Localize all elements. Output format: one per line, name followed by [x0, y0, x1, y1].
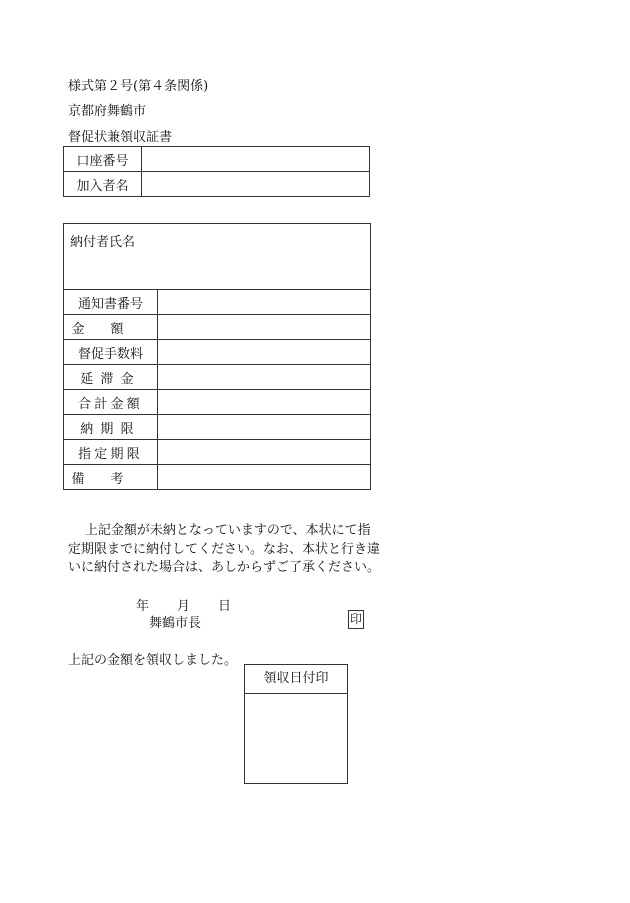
notice-number-label: 通知書番号	[64, 290, 158, 315]
due-date-value	[158, 415, 371, 440]
due-date-label: 納期限	[64, 415, 158, 440]
total-amount-label: 合計金額	[64, 390, 158, 415]
date-month: 月	[177, 599, 191, 614]
reminder-fee-value	[158, 340, 371, 365]
reminder-fee-label: 督促手数料	[64, 340, 158, 365]
designated-deadline-value	[158, 440, 371, 465]
remarks-value	[158, 465, 371, 490]
receipt-stamp-box	[244, 664, 348, 784]
date-year: 年	[136, 599, 150, 614]
payer-name-label: 納付者氏名	[70, 235, 136, 250]
notice-text: 上記金額が未納となっていますので、本状にて指定期限までに納付してください。なお、本状と行き違いに納付された場合は、あしからずご了承ください。	[68, 523, 381, 575]
mayor-title: 舞鶴市長	[149, 616, 202, 631]
subscriber-name-label: 加入者名	[64, 172, 142, 197]
receipt-stamp-label: 領収日付印	[245, 665, 347, 694]
receipt-text: 上記の金額を領収しました。	[68, 653, 238, 668]
account-number-label: 口座番号	[64, 147, 142, 172]
remarks-label: 備考	[64, 465, 158, 490]
city-name: 京都府舞鶴市	[68, 104, 147, 119]
subscriber-name-value	[142, 172, 370, 197]
total-amount-value	[158, 390, 371, 415]
seal-mark: 印	[348, 610, 364, 629]
form-number: 様式第２号(第４条関係)	[68, 79, 209, 94]
detail-table	[63, 289, 371, 490]
date-day: 日	[218, 599, 232, 614]
late-fee-value	[158, 365, 371, 390]
payer-name-box	[63, 223, 371, 290]
account-table	[63, 146, 370, 197]
designated-deadline-label: 指定期限	[64, 440, 158, 465]
amount-label: 金額	[64, 315, 158, 340]
amount-value	[158, 315, 371, 340]
notice-number-value	[158, 290, 371, 315]
account-number-value	[142, 147, 370, 172]
document-title: 督促状兼領収証書	[68, 130, 173, 145]
late-fee-label: 延滞金	[64, 365, 158, 390]
